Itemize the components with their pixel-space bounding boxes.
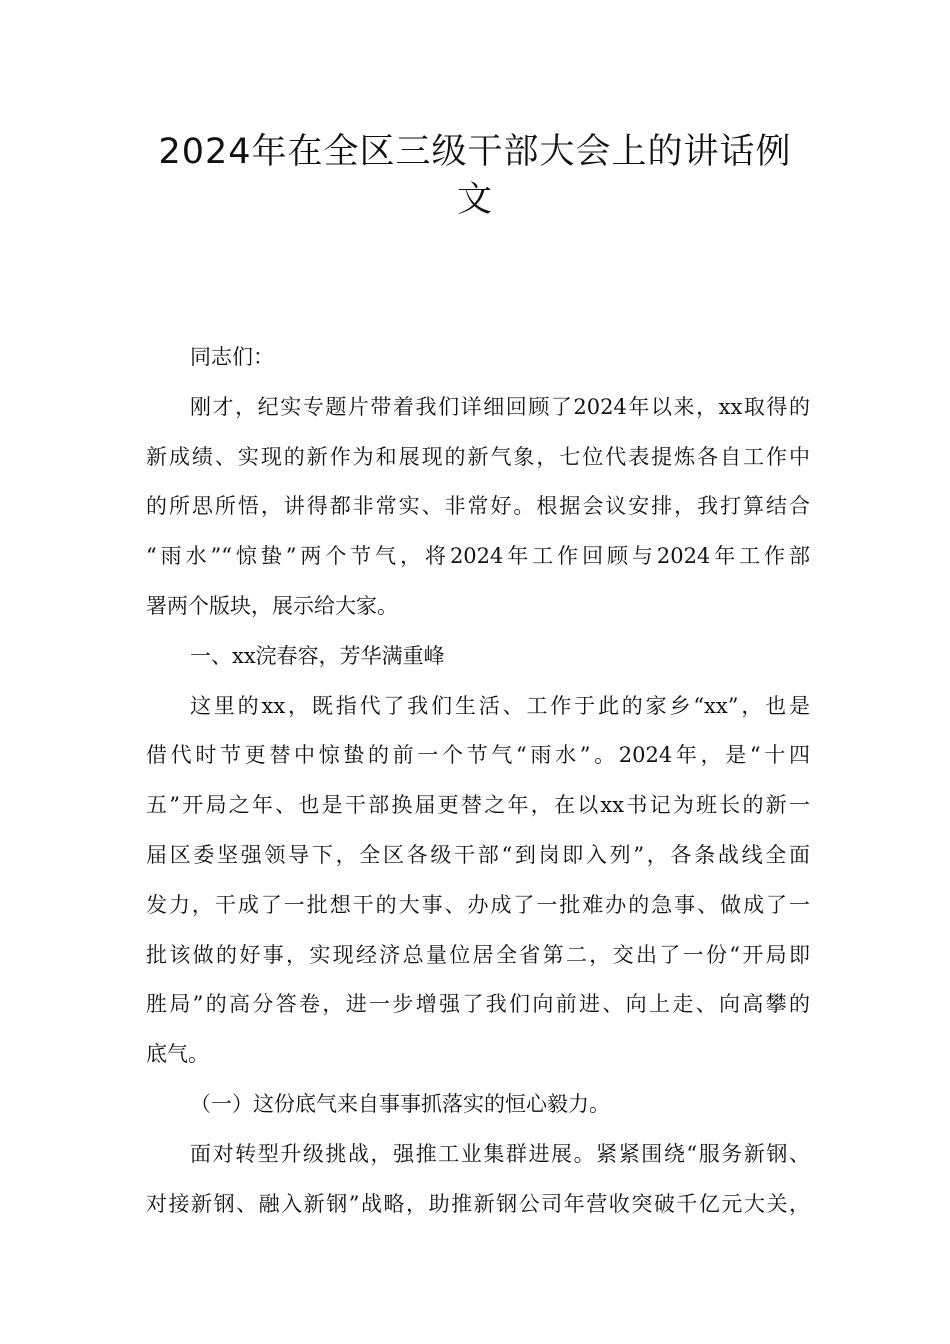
salutation: 同志们： — [190, 345, 274, 369]
paragraph-2-line-5: 发力，干成了一批想干的大事、办成了一批难办的急事、做成了一 — [146, 892, 810, 917]
paragraph-2-line-2: 借代时节更替中惊蛰的前一个节气“雨水”。2024年，是“十四 — [146, 743, 810, 768]
section-heading-1: 一、xx浣春容，芳华满重峰 — [190, 643, 445, 668]
subsection-heading-1: （一）这份底气来自事事抓落实的恒心毅力。 — [190, 1091, 610, 1116]
paragraph-2-line-3: 五”开局之年、也是干部换届更替之年，在以xx书记为班长的新一 — [146, 793, 810, 818]
paragraph-2-line-4: 届区委坚强领导下，全区各级干部“到岗即入列”，各条战线全面 — [146, 842, 810, 867]
paragraph-1-line-5: 署两个版块，展示给大家。 — [146, 593, 398, 618]
title-line-2: 文 — [456, 180, 493, 220]
paragraph-2-line-1: 这里的xx，既指代了我们生活、工作于此的家乡“xx”，也是 — [190, 693, 810, 718]
document-body — [146, 333, 810, 1229]
paragraph-3-line-1: 面对转型升级挑战，强推工业集群进展。紧紧围绕“服务新钢、 — [190, 1141, 810, 1166]
title-line-1: 2024年在全区三级干部大会上的讲话例 — [158, 132, 792, 172]
paragraph-3-line-2: 对接新钢、融入新钢”战略，助推新钢公司年营收突破千亿元大关， — [146, 1191, 810, 1216]
paragraph-1-line-3: 的所思所悟，讲得都非常实、非常好。根据会议安排，我打算结合 — [146, 494, 810, 519]
paragraph-2-line-7: 胜局”的高分答卷，进一步增强了我们向前进、向上走、向高攀的 — [146, 992, 810, 1017]
paragraph-1-line-2: 新成绩、实现的新作为和展现的新气象，七位代表提炼各自工作中 — [146, 444, 810, 469]
paragraph-1-line-4: “雨水”“惊蛰”两个节气，将2024年工作回顾与2024年工作部 — [146, 544, 810, 569]
paragraph-2-line-6: 批该做的好事，实现经济总量位居全省第二，交出了一份“开局即 — [146, 942, 810, 967]
document-title — [120, 128, 830, 224]
paragraph-1-line-1: 刚才，纪实专题片带着我们详细回顾了2024年以来，xx取得的 — [190, 394, 810, 419]
paragraph-2-line-8: 底气。 — [146, 1042, 209, 1067]
